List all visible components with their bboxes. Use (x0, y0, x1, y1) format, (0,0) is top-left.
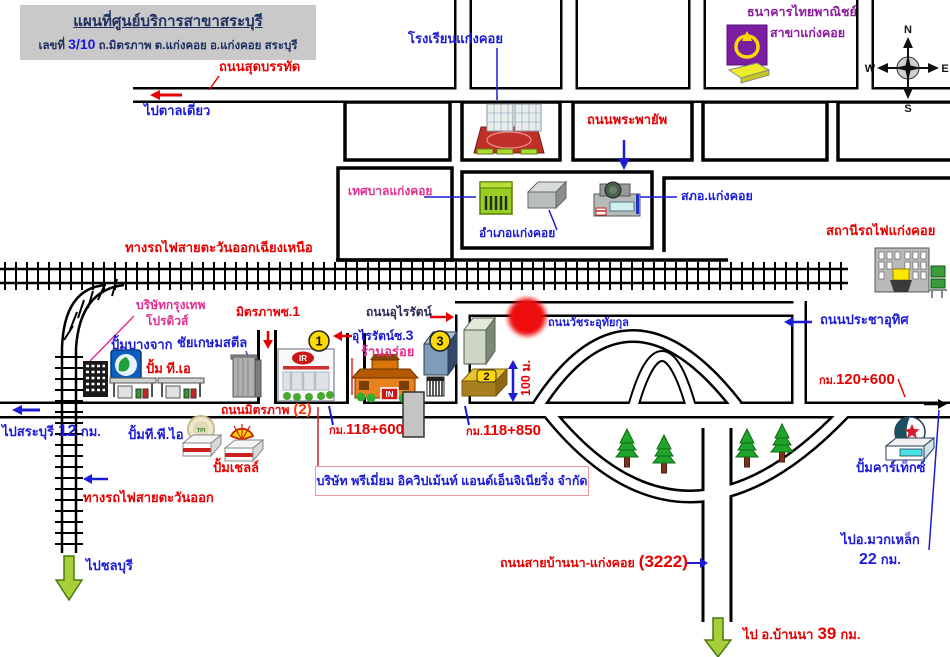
railway-station-label: สถานีรถไฟแก่งคอย (826, 223, 936, 238)
compass-n: N (904, 24, 912, 36)
striped-shop-building (427, 377, 444, 396)
gas-canopy-1 (110, 378, 156, 398)
bangkok-produce-building (83, 361, 108, 397)
footbridge (403, 392, 424, 437)
school-building (474, 104, 544, 154)
svg-text:3: 3 (436, 333, 444, 349)
restaurant-label: ร้านอร่อย (361, 344, 415, 359)
ta-station-label: ปั้ม ที.เอ (146, 361, 191, 376)
school-label: โรงเรียนแก่งคอย (408, 31, 503, 46)
wachara-road-label: ถนนวัชระอุทัยกุล (548, 317, 629, 329)
compass-s: S (904, 103, 912, 115)
ir-shop-building (278, 349, 334, 401)
km-120-600-label: กม.120+600 (819, 371, 895, 388)
km-118-850-label: กม.118+850 (466, 422, 541, 439)
bangchak-logo (111, 350, 141, 380)
company-label-box: บริษัท พรีเมี่ยม อิควิปเม้นท์ แอนด์เอ็นจิเนียริ่ง จำกัด (315, 466, 589, 496)
district-office-building (528, 182, 566, 208)
scb-bank-icon (727, 25, 769, 83)
east-railway-label: ทางรถไฟสายตะวันออก (83, 490, 214, 505)
compass-e: E (941, 63, 949, 75)
railway-station-building (875, 248, 947, 298)
gas-canopy-2 (158, 378, 204, 398)
muaklek-distance-label: 22 กม. (859, 551, 901, 568)
map-address: เลขที่ 3/10 ถ.มิตรภาพ ต.แก่งคอย อ.แก่งคอย สระบุรี (38, 36, 298, 52)
municipality-building (480, 182, 512, 214)
banna-arrow-icon (705, 618, 731, 657)
urairat-road-label: ถนนอุไรรัตน์ (366, 305, 432, 319)
badge-3 (430, 331, 450, 351)
building-box-gray (464, 318, 495, 364)
railway-northeast-line (0, 262, 848, 290)
compass-w: W (864, 63, 876, 75)
saraburi-direction-label: ไปสระบุรี 12 กม. (2, 421, 101, 440)
chaikasem-steel-label: ชัยเกษมสตีล (177, 335, 248, 350)
svg-text:IR: IR (299, 354, 307, 363)
caltex-logo (886, 417, 934, 460)
svg-text:2: 2 (483, 371, 490, 383)
km-118-600-label: กม.118+600 (329, 421, 404, 438)
shell-logo (225, 424, 263, 461)
chaikasem-steel-building (231, 355, 261, 397)
sut-banthat-road-label: ถนนสุดบรรทัด (219, 59, 301, 74)
distance-100m-label: 100 ม. (519, 359, 533, 396)
svg-text:1: 1 (315, 333, 323, 349)
district-office-label: อำเภอแก่งคอย (479, 226, 556, 240)
muaklek-direction-label: ไปอ.มวกเหล็ก (841, 532, 920, 547)
shell-station-label: ปั้มเชลล์ (213, 460, 260, 475)
badge-1 (309, 331, 329, 351)
mittraphap-road-label: ถนนมิตรภาพ (2) (221, 401, 312, 418)
bank-label-line2: สาขาแก่งคอย (770, 26, 846, 40)
prachauthit-road-label: ถนนประชาอุทิศ (820, 312, 909, 327)
phra-phayap-road-label: ถนนพระพายัพ (587, 112, 668, 127)
bkk-produce-label-2: โปรดิวส์ (146, 314, 189, 328)
bangchak-label: ปั้มบางจาก (111, 337, 173, 352)
police-label: สภอ.แก่งคอย (681, 189, 753, 203)
chonburi-arrow-icon (56, 556, 82, 600)
caltex-station-label: ปั้มคาร์เท็กซ์ (856, 460, 926, 475)
location-marker-dot (508, 298, 546, 336)
tan-diao-direction-label: ไปตาลเดี่ยว (144, 103, 211, 118)
bkk-produce-label-1: บริษัทกรุงเทพ (136, 298, 206, 312)
municipality-label: เทศบาลแก่งคอย (348, 184, 433, 198)
bank-label-line1: ธนาคารไทยพาณิชย์ (747, 5, 857, 19)
banna-road-label: ถนนสายบ้านนา-แก่งคอย (3222) (500, 552, 688, 571)
chonburi-direction-label: ไปชลบุรี (86, 558, 133, 573)
badge-2 (477, 370, 496, 383)
svg-text:IN: IN (385, 390, 394, 399)
ne-railway-label: ทางรถไฟสายตะวันออกเฉียงเหนือ (125, 240, 313, 255)
tpi-logo (183, 416, 221, 456)
tpi-station-label: ปั้มที.พี.ไอ (128, 427, 184, 442)
soi1-label: มิตรภาพซ.1 (236, 303, 300, 319)
police-station-building (594, 182, 640, 216)
soi3-label: อุไรรัตน์ซ.3 (352, 327, 414, 343)
map-title: แผนที่ศูนย์บริการสาขาสระบุรี (73, 13, 263, 30)
title-box (20, 5, 316, 60)
svg-text:TPI: TPI (196, 428, 206, 434)
banna-direction-label: ไป อ.บ้านนา 39 กม. (743, 624, 861, 643)
